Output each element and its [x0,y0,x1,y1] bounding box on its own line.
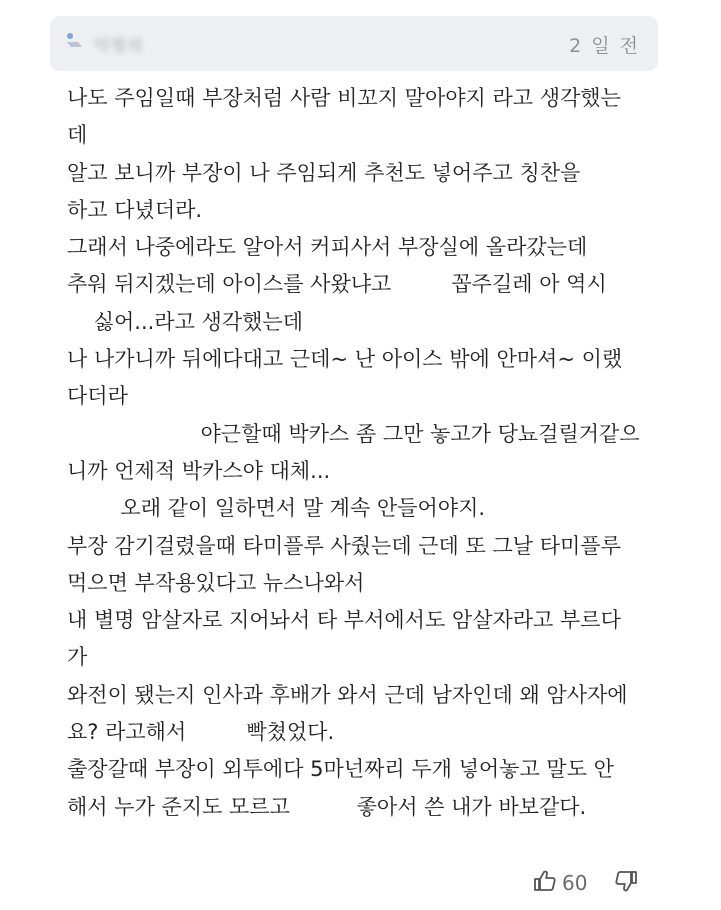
comment-line: 데 [67,123,88,148]
comment-line: 나도 주임일때 부장처럼 사람 비꼬지 말아야지 라고 생각했는 [67,86,621,110]
like-count: 60 [562,871,588,895]
comment-timestamp: 2 일 전 [569,35,640,57]
user-icon [64,30,84,50]
comment-line: 내 별명 암살자로 지어놔서 타 부서에서도 암살자라고 부르다 [67,608,621,633]
comment-body [67,80,667,826]
comment-line: 알고 보니까 부장이 나 주임되게 추천도 넣어주고 칭찬을 [67,160,581,185]
comment-line: 오래 같이 일하면서 말 계속 안들어야지. [67,496,486,521]
thumbs-up-icon [533,869,557,897]
comment-line: 해서 누가 준지도 모르고 좋아서 쓴 내가 바보같다. [67,794,587,819]
comment-line: 그래서 나중에라도 알아서 커피사서 부장실에 올라갔는데 [67,235,588,260]
comment-line: 싫어...라고 생각했는데 [67,309,303,334]
comment-header [50,16,658,71]
comment-line: 야근할때 박카스 좀 그만 놓고가 당뇨걸릴거같으 [67,421,640,446]
comment-line: 먹으면 부작용있다고 뉴스나와서 [67,570,365,595]
comment-line: 와전이 됐는지 인사과 후배가 와서 근데 남자인데 왜 암사자에 [67,682,628,707]
comment-line: 다더라 [67,384,128,409]
comment-line: 추워 뒤지겠는데 아이스를 사왔냐고 꼽주길레 아 역시 [67,272,607,297]
comment-line: 부장 감기걸렸을때 타미플루 사줬는데 근데 또 그날 타미플루 [67,533,621,558]
like-button[interactable] [533,866,587,900]
comment-line: 요? 라고해서 빡쳤었다. [67,720,335,745]
dislike-button[interactable] [614,866,638,900]
thumbs-down-icon [614,869,638,897]
comment-line: 가 [67,645,88,670]
comment-line: 출장갈때 부장이 외투에다 5마넌짜리 두개 넣어놓고 말도 안 [67,757,614,782]
comment-author[interactable]: 익명의 [94,36,144,55]
comment-line: 하고 다녔더라. [67,197,203,222]
comment-line: 나 나가니까 뒤에다대고 근데~ 난 아이스 밖에 안마셔~ 이랬 [67,347,623,372]
comment-line: 니까 언제적 박카스야 대체... [67,458,331,483]
